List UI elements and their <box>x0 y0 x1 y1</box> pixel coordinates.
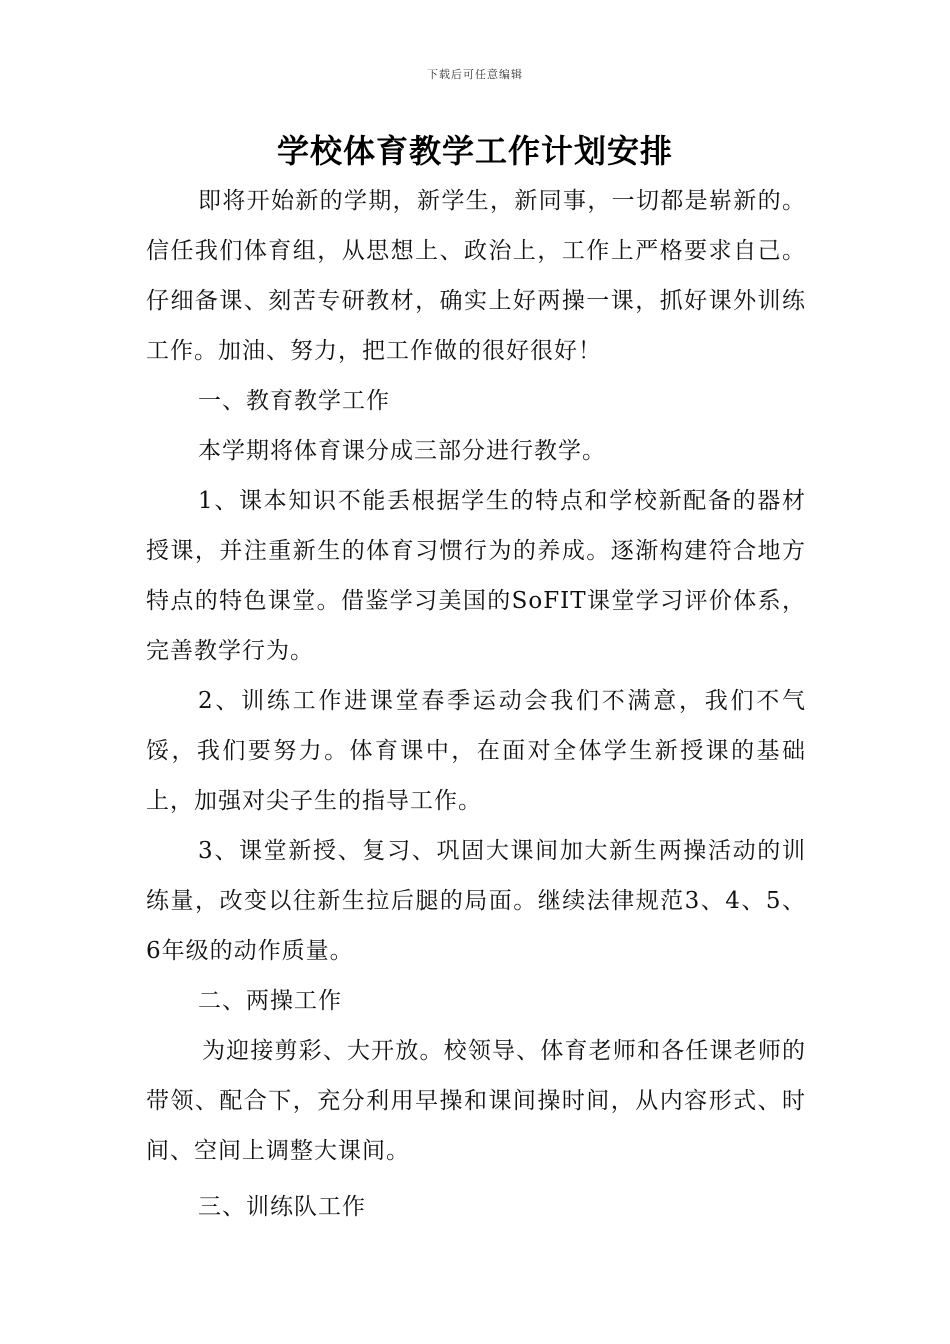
item-paragraph-2: 2、训练工作进课堂春季运动会我们不满意，我们不气馁，我们要努力。体育课中，在面对全体学生新授课的基础上，加强对尖子生的指导工作。 <box>146 688 806 814</box>
section-heading-exercises: 二、两操工作 <box>198 988 342 1014</box>
section-heading-training-team: 三、训练队工作 <box>198 1194 366 1220</box>
item-paragraph-1: 1、课本知识不能丢根据学生的特点和学校新配备的器材授课，并注重新生的体育习惯行为的养成。逐渐构建符合地方特点的特色课堂。借鉴学习美国的SoFIT课堂学习评价体系，完善教学行为。 <box>146 488 806 664</box>
document-body <box>146 176 806 1232</box>
document-title: 学校体育教学工作计划安排 <box>276 132 673 170</box>
section-lead-paragraph: 本学期将体育课分成三部分进行教学。 <box>198 438 606 464</box>
exercises-paragraph: 为迎接剪彩、大开放。校领导、体育老师和各任课老师的带领、配合下，充分利用早操和课间操时间，从内容形式、时间、空间上调整大课间。 <box>146 1038 806 1164</box>
intro-paragraph: 即将开始新的学期，新学生，新同事，一切都是崭新的。信任我们体育组，从思想上、政治上，工作上严格要求自己。仔细备课、刻苦专研教材，确实上好两操一课，抓好课外训练工作。加油、努力，把工作做的很好很好！ <box>146 188 806 364</box>
item-paragraph-3: 3、课堂新授、复习、巩固大课间加大新生两操活动的训练量，改变以往新生拉后腿的局面。继续法律规范3、4、5、6年级的动作质量。 <box>146 838 806 964</box>
section-heading-teaching: 一、教育教学工作 <box>198 388 390 414</box>
header-note: 下载后可任意编辑 <box>427 68 523 81</box>
